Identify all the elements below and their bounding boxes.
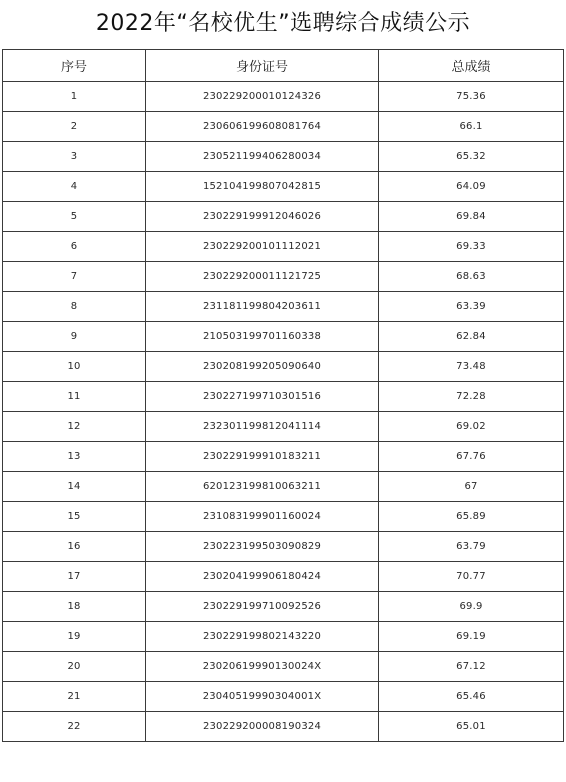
table-row — [3, 382, 564, 412]
total-score: 67.76 — [379, 442, 564, 472]
id-number: 210503199701160338 — [146, 322, 379, 352]
row-index: 17 — [3, 562, 146, 592]
table-row — [3, 562, 564, 592]
row-index: 13 — [3, 442, 146, 472]
id-number: 230521199406280034 — [146, 142, 379, 172]
header-index: 序号 — [3, 50, 146, 82]
table-row — [3, 172, 564, 202]
total-score: 64.09 — [379, 172, 564, 202]
total-score: 65.32 — [379, 142, 564, 172]
table-row — [3, 652, 564, 682]
total-score: 63.79 — [379, 532, 564, 562]
score-table-body — [3, 82, 564, 742]
table-row — [3, 592, 564, 622]
row-index: 18 — [3, 592, 146, 622]
row-index: 7 — [3, 262, 146, 292]
table-row — [3, 142, 564, 172]
row-index: 12 — [3, 412, 146, 442]
table-row — [3, 472, 564, 502]
row-index: 21 — [3, 682, 146, 712]
row-index: 6 — [3, 232, 146, 262]
table-row — [3, 112, 564, 142]
row-index: 3 — [3, 142, 146, 172]
id-number: 620123199810063211 — [146, 472, 379, 502]
row-index: 2 — [3, 112, 146, 142]
header-total-score: 总成绩 — [379, 50, 564, 82]
id-number: 230208199205090640 — [146, 352, 379, 382]
table-row — [3, 622, 564, 652]
row-index: 16 — [3, 532, 146, 562]
total-score: 65.46 — [379, 682, 564, 712]
id-number: 230204199906180424 — [146, 562, 379, 592]
id-number: 23020619990130024X — [146, 652, 379, 682]
row-index: 11 — [3, 382, 146, 412]
id-number: 230606199608081764 — [146, 112, 379, 142]
score-table-header — [3, 50, 564, 82]
row-index: 15 — [3, 502, 146, 532]
id-number: 231083199901160024 — [146, 502, 379, 532]
total-score: 73.48 — [379, 352, 564, 382]
total-score: 67 — [379, 472, 564, 502]
total-score: 62.84 — [379, 322, 564, 352]
total-score: 66.1 — [379, 112, 564, 142]
table-row — [3, 352, 564, 382]
id-number: 230229199912046026 — [146, 202, 379, 232]
id-number: 23040519990304001X — [146, 682, 379, 712]
row-index: 19 — [3, 622, 146, 652]
row-index: 9 — [3, 322, 146, 352]
id-number: 230229199802143220 — [146, 622, 379, 652]
table-row — [3, 262, 564, 292]
row-index: 4 — [3, 172, 146, 202]
id-number: 230229199910183211 — [146, 442, 379, 472]
score-table — [2, 49, 564, 742]
total-score: 65.01 — [379, 712, 564, 742]
id-number: 230229200010124326 — [146, 82, 379, 112]
row-index: 5 — [3, 202, 146, 232]
header-row — [3, 50, 564, 82]
id-number: 230229199710092526 — [146, 592, 379, 622]
total-score: 69.33 — [379, 232, 564, 262]
total-score: 69.19 — [379, 622, 564, 652]
table-row — [3, 292, 564, 322]
id-number: 231181199804203611 — [146, 292, 379, 322]
document-title: 2022年“名校优生”选聘综合成绩公示 — [95, 11, 471, 36]
total-score: 65.89 — [379, 502, 564, 532]
row-index: 8 — [3, 292, 146, 322]
total-score: 75.36 — [379, 82, 564, 112]
id-number: 152104199807042815 — [146, 172, 379, 202]
total-score: 67.12 — [379, 652, 564, 682]
table-row — [3, 712, 564, 742]
id-number: 230229200011121725 — [146, 262, 379, 292]
total-score: 72.28 — [379, 382, 564, 412]
header-id-number: 身份证号 — [146, 50, 379, 82]
table-row — [3, 322, 564, 352]
table-row — [3, 442, 564, 472]
table-row — [3, 532, 564, 562]
row-index: 14 — [3, 472, 146, 502]
table-row — [3, 232, 564, 262]
total-score: 70.77 — [379, 562, 564, 592]
table-row — [3, 502, 564, 532]
table-row — [3, 202, 564, 232]
row-index: 1 — [3, 82, 146, 112]
total-score: 68.63 — [379, 262, 564, 292]
row-index: 20 — [3, 652, 146, 682]
id-number: 230229200101112021 — [146, 232, 379, 262]
total-score: 69.02 — [379, 412, 564, 442]
table-row — [3, 682, 564, 712]
table-row — [3, 82, 564, 112]
id-number: 230227199710301516 — [146, 382, 379, 412]
id-number: 230229200008190324 — [146, 712, 379, 742]
id-number: 232301199812041114 — [146, 412, 379, 442]
row-index: 22 — [3, 712, 146, 742]
table-row — [3, 412, 564, 442]
total-score: 69.9 — [379, 592, 564, 622]
total-score: 69.84 — [379, 202, 564, 232]
total-score: 63.39 — [379, 292, 564, 322]
id-number: 230223199503090829 — [146, 532, 379, 562]
row-index: 10 — [3, 352, 146, 382]
